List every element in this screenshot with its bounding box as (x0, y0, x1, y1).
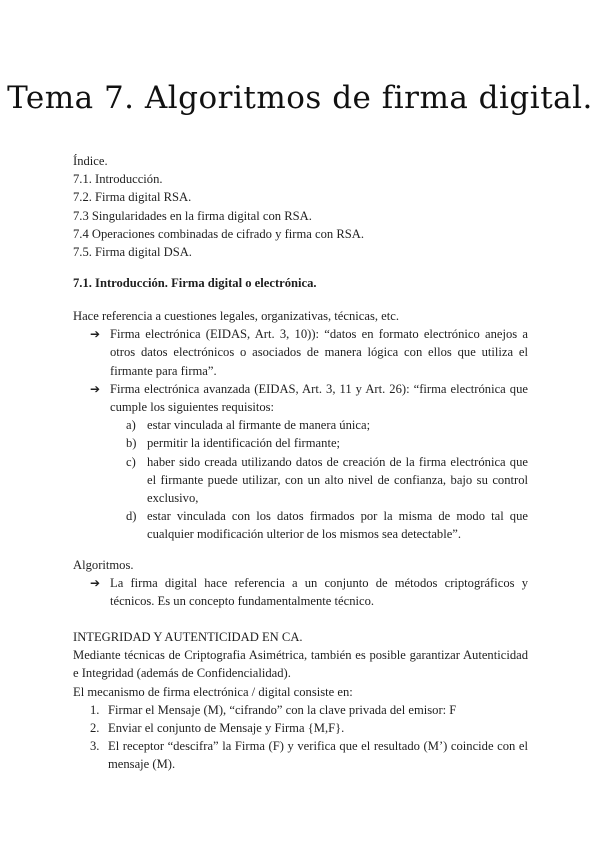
requirement-text: permitir la identificación del firmante; (147, 436, 341, 451)
step-item (73, 737, 528, 773)
integrity-block (73, 628, 528, 774)
index-heading: Índice. (73, 154, 108, 168)
index-item: 7.4 Operaciones combinadas de cifrado y firma con RSA. (73, 226, 364, 241)
list-marker: 2. (90, 721, 100, 736)
bullet-item (73, 380, 528, 416)
list-marker: 3. (90, 739, 100, 754)
requirement-item (73, 453, 528, 508)
algorithms-block (73, 556, 528, 611)
algorithms-heading: Algoritmos. (73, 558, 134, 572)
section-heading: 7.1. Introducción. Firma digital o electrónica. (73, 276, 317, 290)
bullet-item (73, 574, 528, 610)
bullet-item (73, 325, 528, 380)
bullet-text: La firma digital hace referencia a un conjunto de métodos criptográficos y técnicos. Es un concepto fundamentalmente técnico. (110, 576, 528, 609)
arrow-bullet-icon: ➔ (90, 381, 101, 396)
arrow-bullet-icon: ➔ (90, 576, 101, 591)
step-text: El receptor “descifra” la Firma (F) y verifica que el resultado (M’) coincide con el mensaje (M). (108, 739, 528, 772)
integrity-heading: INTEGRIDAD Y AUTENTICIDAD EN CA. (73, 630, 303, 644)
list-marker: 1. (90, 702, 100, 717)
requirement-text: estar vinculada con los datos firmados por la misma de modo tal que cualquier modificación ulterior de los mismos sea detectable”. (147, 509, 528, 542)
list-marker: a) (126, 418, 136, 433)
arrow-bullet-icon: ➔ (90, 327, 101, 342)
requirement-item (73, 416, 528, 434)
requirement-item (73, 434, 528, 452)
list-marker: c) (126, 454, 136, 469)
requirement-text: estar vinculada al firmante de manera única; (147, 418, 371, 433)
index-item: 7.1. Introducción. (73, 172, 163, 187)
index-item: 7.3 Singularidades en la firma digital con RSA. (73, 208, 312, 223)
page-title: Tema 7. Algoritmos de firma digital. (7, 80, 593, 116)
section-intro: Hace referencia a cuestiones legales, organizativas, técnicas, etc. (73, 309, 399, 323)
index-item: 7.2. Firma digital RSA. (73, 190, 192, 205)
index-item: 7.5. Firma digital DSA. (73, 245, 192, 260)
list-marker: b) (126, 436, 137, 451)
integrity-lead: El mecanismo de firma electrónica / digital consiste en: (73, 684, 353, 699)
bullet-text: Firma electrónica (EIDAS, Art. 3, 10)): “datos en formato electrónico anejos a otros datos electrónicos o asociados de manera lógica con ellos que utiliza el firmante para firma”. (110, 327, 528, 378)
bullet-text: Firma electrónica avanzada (EIDAS, Art. 3, 11 y Art. 26): “firma electrónica que cumple los siguientes requisitos: (110, 381, 528, 415)
requirement-text: haber sido creada utilizando datos de creación de la firma electrónica que el firmante puede utilizar, con un alto nivel de confianza, bajo su control exclusivo, (147, 454, 528, 506)
requirement-item (73, 507, 528, 543)
step-text: Enviar el conjunto de Mensaje y Firma {M,F}. (108, 721, 345, 736)
section-body (73, 307, 528, 544)
index-block (73, 152, 528, 261)
integrity-paragraph: Mediante técnicas de Criptografia Asimétrica, también es posible garantizar Autenticidad e Integridad (además de Confidencialidad). (73, 648, 528, 681)
step-text: Firmar el Mensaje (M), “cifrando” con la clave privada del emisor: F (108, 702, 457, 717)
step-item (73, 719, 528, 737)
list-marker: d) (126, 509, 137, 524)
step-item (73, 701, 528, 719)
